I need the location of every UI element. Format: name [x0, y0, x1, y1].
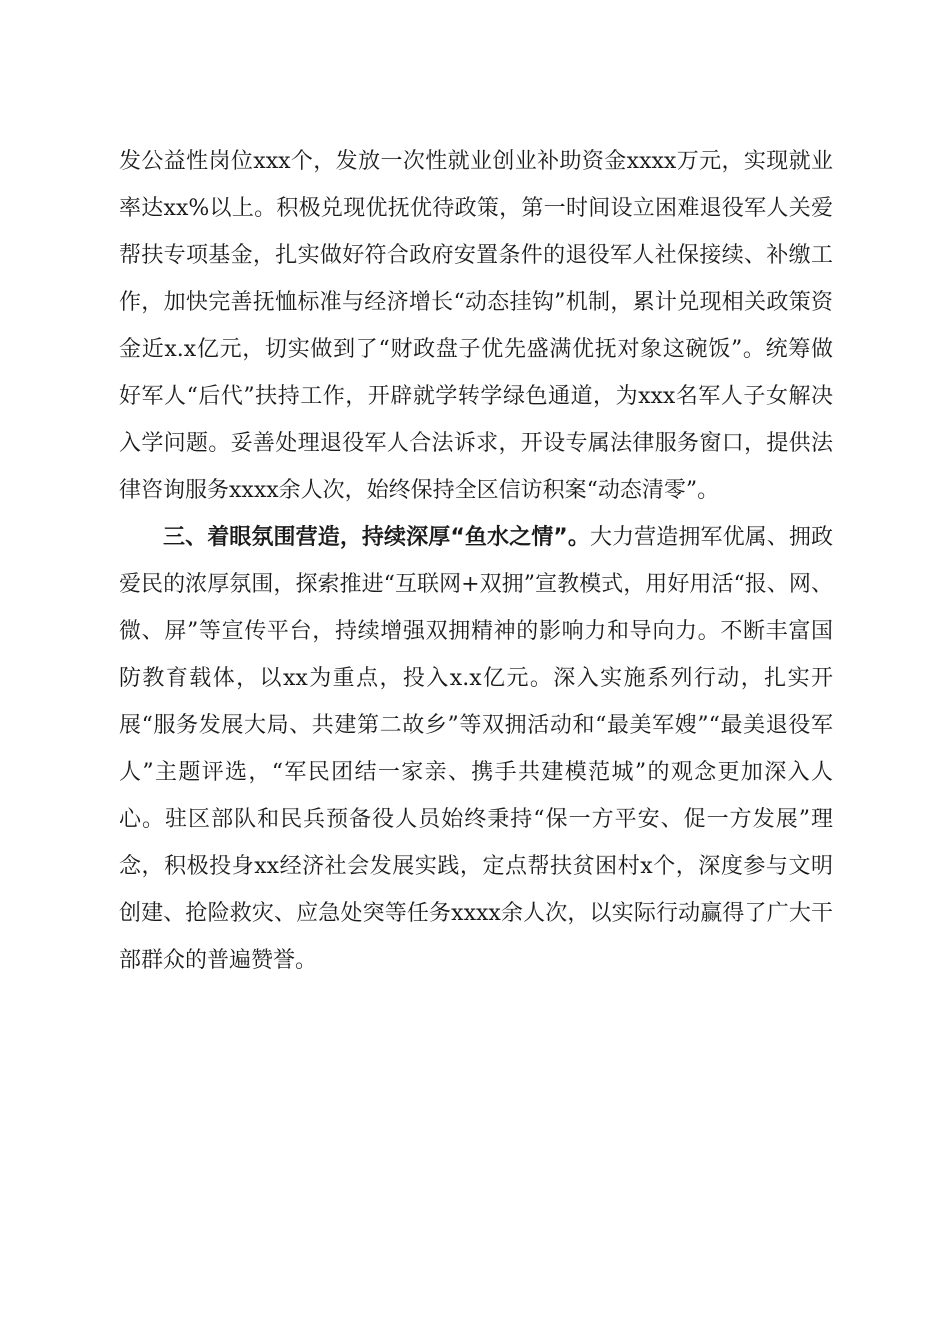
document-body [119, 138, 833, 984]
paragraph-text: 大力营造拥军优属、拥政爱民的浓厚氛围，探索推进“互联网+双拥”宣教模式，用好用活“报、网、微、屏”等宣传平台，持续增强双拥精神的影响力和导向力。不断丰富国防教育载体，以xx为重点，投入x.x亿元。深入实施系列行动，扎实开展“服务发展大局、共建第二故乡”等双拥活动和“最美军嫂”“最美退役军人”主题评选，“军民团结一家亲、携手共建模范城”的观念更加深入人心。驻区部队和民兵预备役人员始终秉持“保一方平安、促一方发展”理念，积极投身xx经济社会发展实践，定点帮扶贫困村x个，深度参与文明创建、抢险救灾、应急处突等任务xxxx余人次，以实际行动赢得了广大干部群众的普遍赞誉。 [119, 525, 833, 973]
paragraph-section-three [119, 514, 833, 984]
section-heading: 三、着眼氛围营造，持续深厚“鱼水之情”。 [163, 525, 590, 550]
paragraph-continued [119, 138, 833, 514]
paragraph-text: 发公益性岗位xxx个，发放一次性就业创业补助资金xxxx万元，实现就业率达xx%以上。积极兑现优抚优待政策，第一时间设立困难退役军人关爱帮扶专项基金，扎实做好符合政府安置条件的退役军人社保接续、补缴工作，加快完善抚恤标准与经济增长“动态挂钩”机制，累计兑现相关政策资金近x.x亿元，切实做到了“财政盘子优先盛满优抚对象这碗饭”。统筹做好军人“后代”扶持工作，开辟就学转学绿色通道，为xxx名军人子女解决入学问题。妥善处理退役军人合法诉求，开设专属法律服务窗口，提供法律咨询服务xxxx余人次，始终保持全区信访积案“动态清零”。 [119, 149, 833, 503]
